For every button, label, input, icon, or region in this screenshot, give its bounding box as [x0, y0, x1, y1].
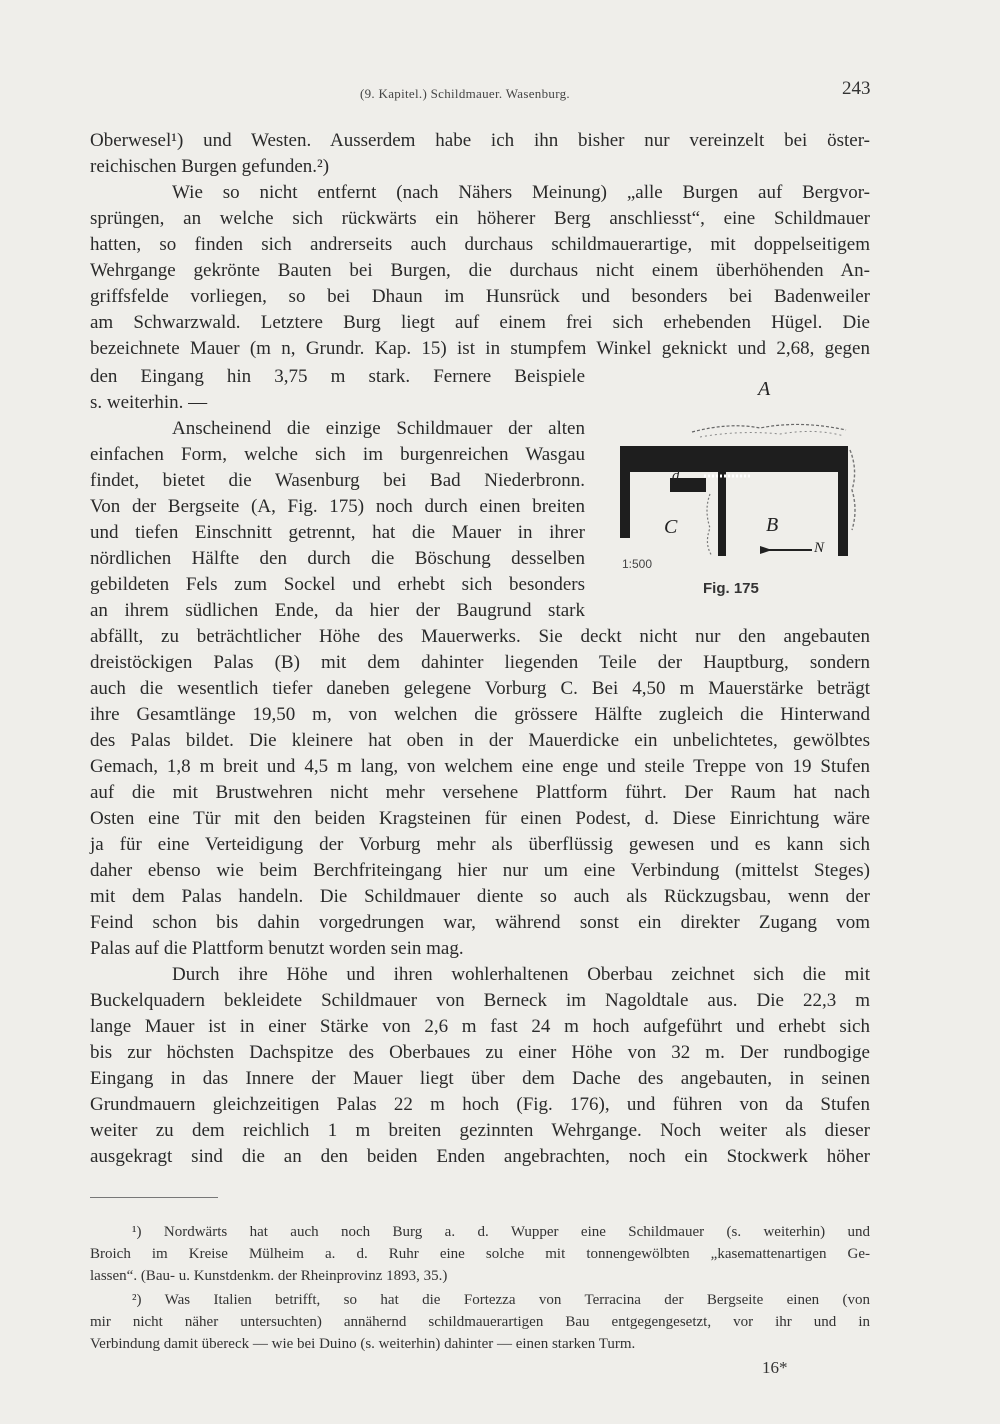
body-line: sprüngen, an welche sich rückwärts ein höherer Berg anschliesst“, eine Schildmauer	[90, 208, 870, 229]
figure-175	[600, 360, 870, 600]
body-line: Anscheinend die einzige Schildmauer der alten	[172, 418, 585, 439]
body-line: Oberwesel¹) und Westen. Ausserdem habe ich ihn bisher nur vereinzelt bei öster-	[90, 130, 870, 151]
body-line: Wie so nicht entfernt (nach Nähers Meinung) „alle Burgen auf Bergvor-	[172, 182, 870, 203]
body-line: ja für eine Verteidigung der Vorburg mehr als überflüssig gewesen und es kann sich	[90, 834, 870, 855]
body-line: ausgekragt sind die an den beiden Enden angebrachten, noch ein Stockwerk höher	[90, 1146, 870, 1167]
page-number: 243	[842, 78, 871, 99]
body-line: reichischen Burgen gefunden.²)	[90, 156, 330, 177]
body-line: dreistöckigen Palas (B) mit dem dahinter liegenden Teile der Hauptburg, sondern	[90, 652, 870, 673]
body-line: einfachen Form, welche sich im burgenreichen Wasgau	[90, 444, 585, 465]
body-line: auch die wesentlich tiefer daneben gelegene Vorburg C. Bei 4,50 m Mauerstärke beträgt	[90, 678, 870, 699]
body-line: findet, bietet die Wasenburg bei Bad Niederbronn.	[90, 470, 585, 491]
body-line: den Eingang hin 3,75 m stark. Fernere Beispiele	[90, 366, 585, 387]
body-line: griffsfelde vorliegen, so bei Dhaun im Hunsrück und besonders bei Badenweiler	[90, 286, 870, 307]
body-line: abfällt, zu beträchtlicher Höhe des Mauerwerks. Sie deckt nicht nur den angebauten	[90, 626, 870, 647]
printer-signature: 16*	[762, 1358, 788, 1377]
body-line: Feind schon bis dahin vorgedrungen war, während sonst ein direkter Zugang vom	[90, 912, 870, 933]
body-line: Eingang in das Innere der Mauer liegt über dem Dache des angebauten, in seinen	[90, 1068, 870, 1089]
body-line: Osten eine Tür mit den beiden Kragsteinen für einen Podest, d. Diese Einrichtung wäre	[90, 808, 870, 829]
figure-scale: 1:500	[622, 557, 653, 571]
body-line: s. weiterhin. —	[90, 392, 208, 413]
body-line: nördlichen Hälfte den durch die Böschung desselben	[90, 548, 585, 569]
body-line: mit dem Palas handeln. Die Schildmauer diente so auch als Rückzugsbau, wenn der	[90, 886, 870, 907]
running-head: (9. Kapitel.) Schildmauer. Wasenburg.	[360, 86, 570, 101]
footnote-line: lassen“. (Bau- u. Kunstdenkm. der Rheinprovinz 1893, 35.)	[90, 1268, 448, 1284]
body-line: hatten, so finden sich andrerseits auch durchaus schildmauerartige, mit doppelseitigem	[90, 234, 870, 255]
body-line: daher ebenso wie beim Berchfriteingang hier nur um eine Verbindung (mittelst Steges)	[90, 860, 870, 881]
footnote-line: ¹) Nordwärts hat auch noch Burg a. d. Wupper eine Schildmauer (s. weiterhin) und	[132, 1224, 870, 1240]
figure-label-b: B	[766, 514, 779, 536]
figure-label-n: N	[814, 540, 825, 556]
figure-label-a: A	[758, 378, 771, 400]
footnote-line: mir nicht näher untersuchten) annähernd schildmauerartigen Bau entgegengesetzt, vor ihr und in	[90, 1314, 870, 1330]
body-line: und tiefen Einschnitt getrennt, hat die Mauer in ihrer	[90, 522, 585, 543]
footnote-line: Broich im Kreise Mülheim a. d. Ruhr eine solche mit tonnengewölbten „kasemattenartigen Ge-	[90, 1246, 870, 1262]
body-line: Buckelquadern bekleidete Schildmauer von Berneck im Nagoldtale aus. Die 22,3 m	[90, 990, 870, 1011]
body-line: Grundmauern gleichzeitigen Palas 22 m hoch (Fig. 176), und führen von da Stufen	[90, 1094, 870, 1115]
figure-label-d: d	[672, 468, 680, 484]
footnote-divider	[90, 1197, 218, 1198]
footnote-line: ²) Was Italien betrifft, so hat die Fortezza von Terracina der Bergseite einen (von	[132, 1292, 870, 1308]
body-line: lange Mauer ist in einer Stärke von 2,6 m fast 24 m hoch aufgeführt und erhebt sich	[90, 1016, 870, 1037]
body-line: auf die mit Brustwehren nicht mehr versehene Plattform führt. Der Raum hat nach	[90, 782, 870, 803]
figure-label-c: C	[664, 516, 678, 538]
body-line: Palas auf die Plattform benutzt worden sein mag.	[90, 938, 464, 959]
body-line: am Schwarzwald. Letztere Burg liegt auf einem frei sich erhebenden Hügel. Die	[90, 312, 870, 333]
body-line: Wehrgange gekrönte Bauten bei Burgen, die durchaus nicht einem überhöhenden An-	[90, 260, 870, 281]
body-line: weiter zu dem reichlich 1 m breiten gezinnten Wehrgange. Noch weiter als dieser	[90, 1120, 870, 1141]
footnote-line: Verbindung damit übereck — wie bei Duino (s. weiterhin) dahinter — einen starken Turm.	[90, 1336, 636, 1352]
body-line: bis zur höchsten Dachspitze des Oberbaues zu einer Höhe von 32 m. Der rundbogige	[90, 1042, 870, 1063]
body-line: gebildeten Fels zum Sockel und erhebt sich besonders	[90, 574, 585, 595]
figure-caption: Fig. 175	[703, 580, 759, 597]
body-line: bezeichnete Mauer (m n, Grundr. Kap. 15) ist in stumpfem Winkel geknickt und 2,68, gegen	[90, 338, 870, 359]
body-line: ihre Gesamtlänge 19,50 m, von welchen die grössere Hälfte zugleich die Hinterwand	[90, 704, 870, 725]
body-line: Durch ihre Höhe und ihren wohlerhaltenen Oberbau zeichnet sich die mit	[172, 964, 870, 985]
body-line: an ihrem südlichen Ende, da hier der Baugrund stark	[90, 600, 585, 621]
body-line: des Palas bildet. Die kleinere hat oben in der Mauerdicke ein unbelichtetes, gewölbtes	[90, 730, 870, 751]
body-line: Von der Bergseite (A, Fig. 175) noch durch einen breiten	[90, 496, 585, 517]
body-line: Gemach, 1,8 m breit und 4,5 m lang, von welchem eine enge und steile Treppe von 19 Stufen	[90, 756, 870, 777]
